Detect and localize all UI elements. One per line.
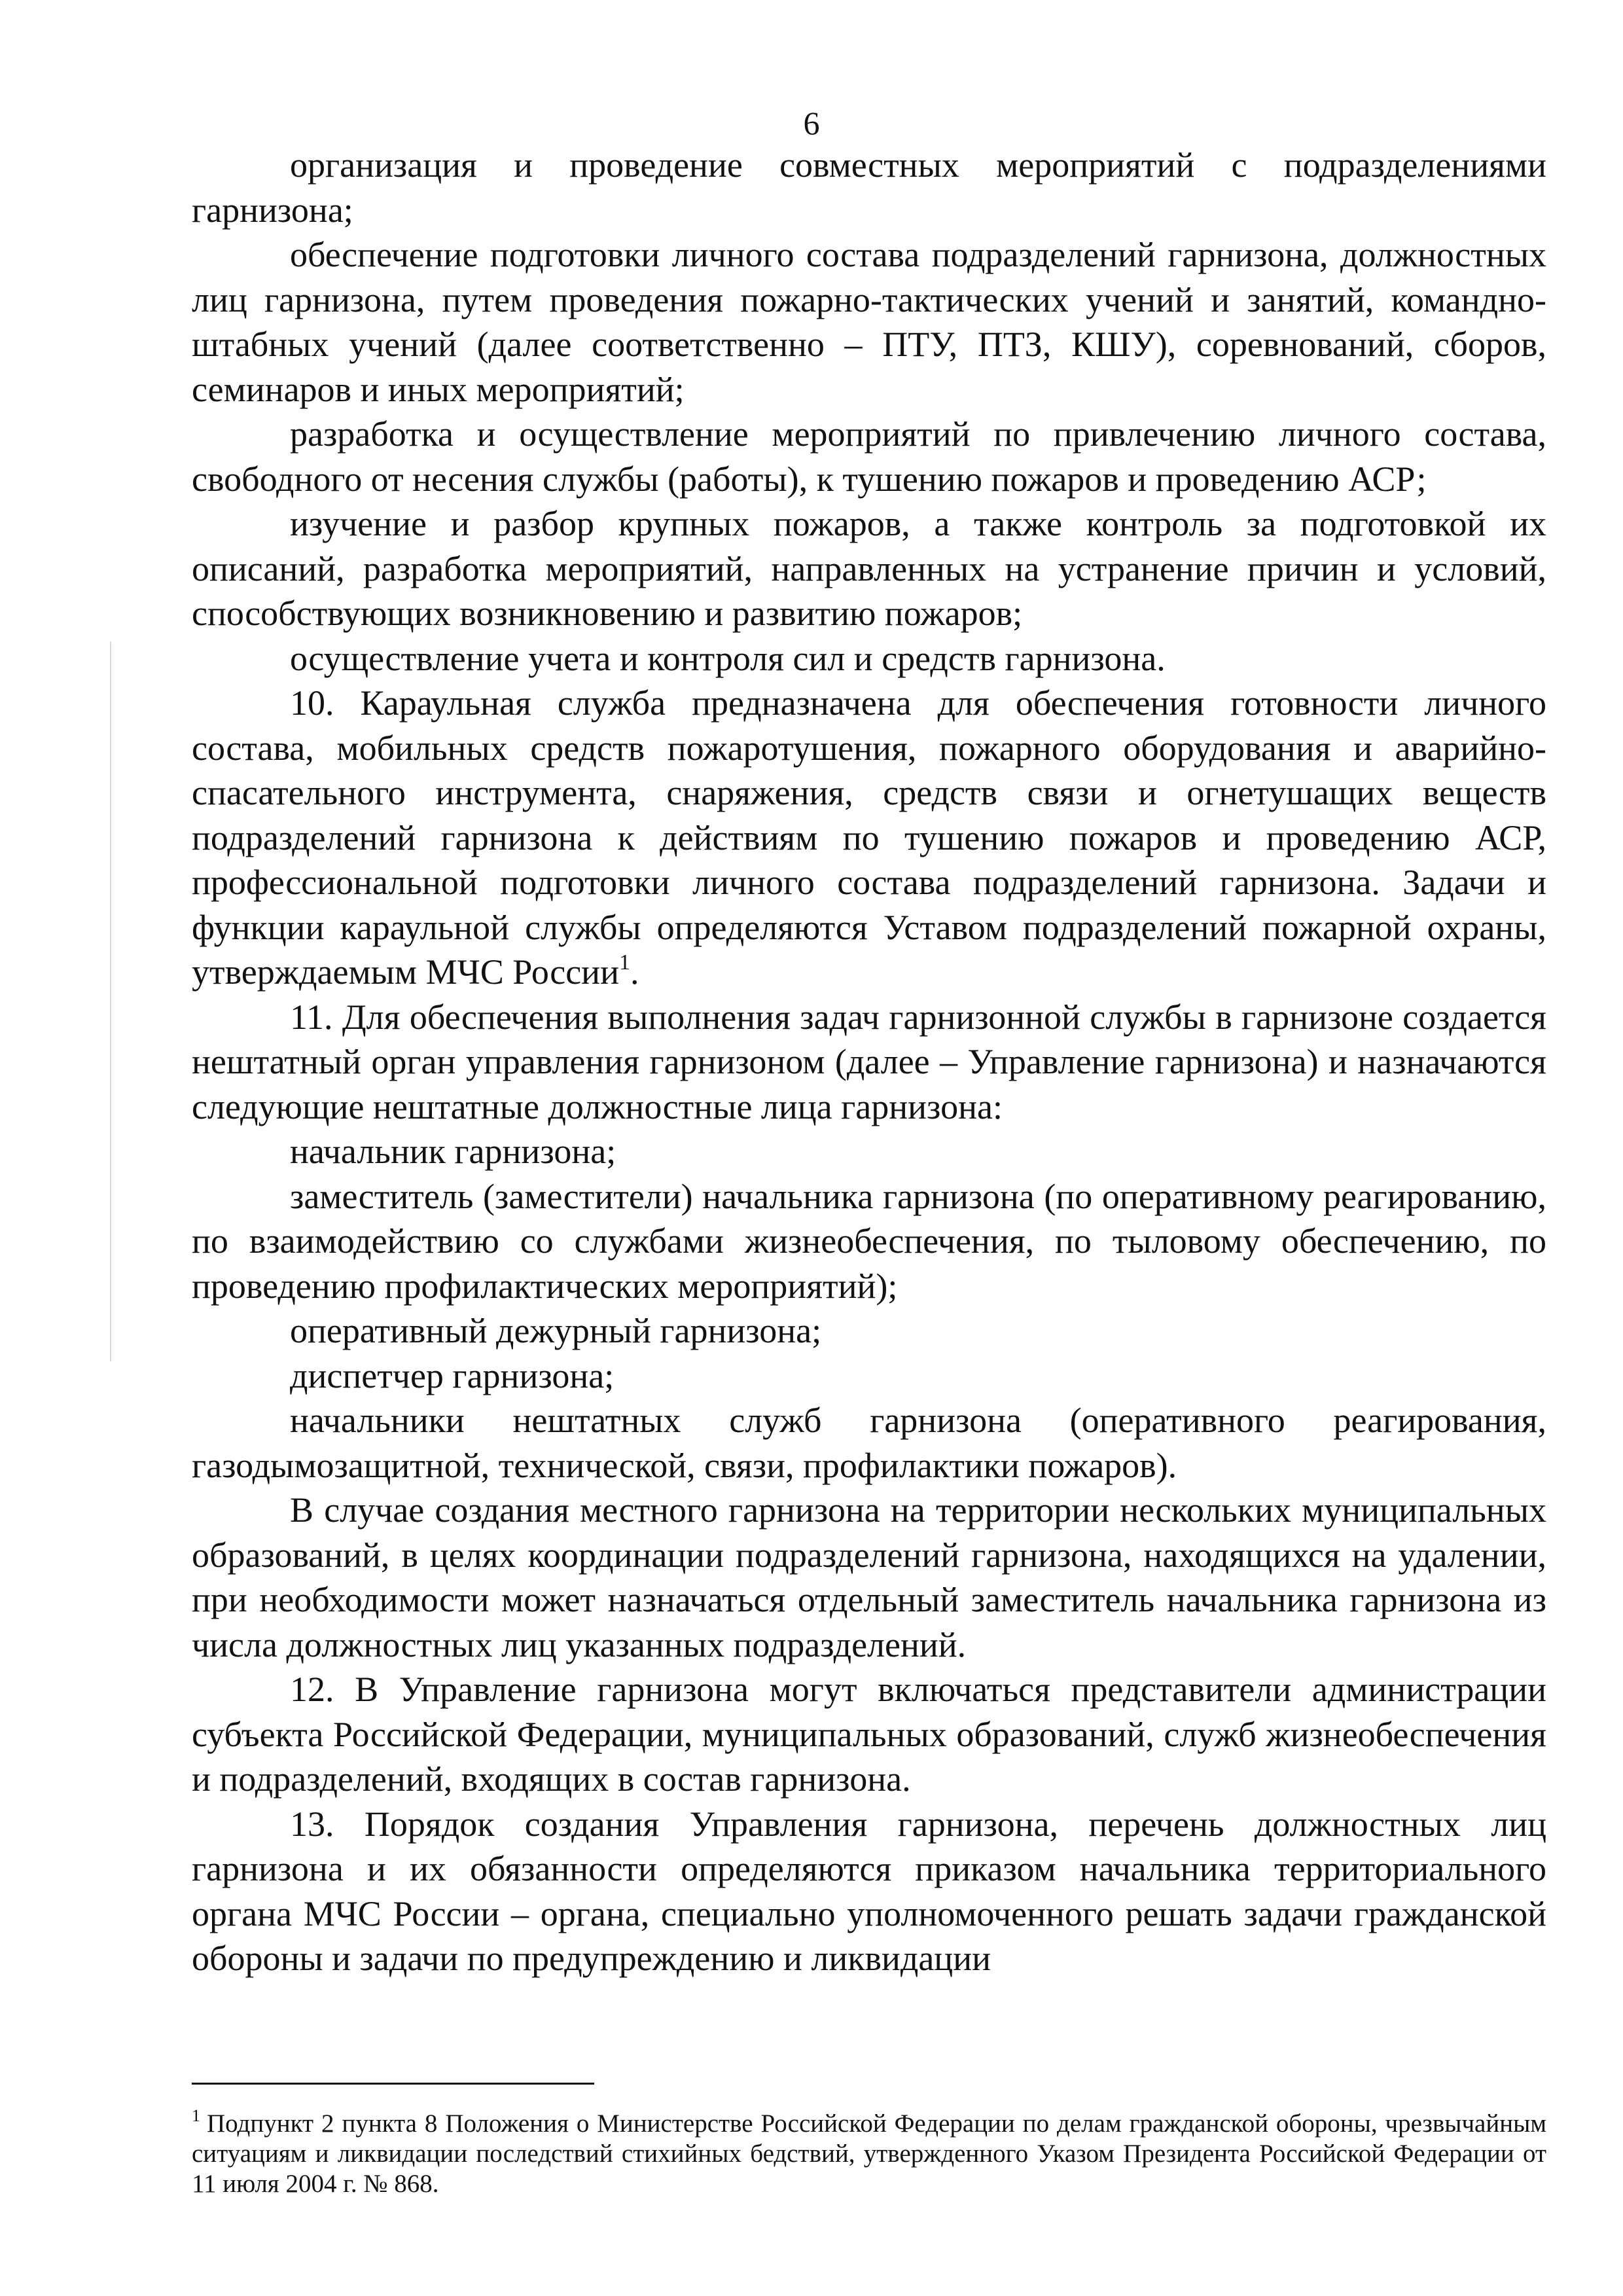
paragraph-text: осуществление учета и контроля сил и средств гарнизона. bbox=[290, 638, 1166, 678]
paragraph-text: 12. В Управление гарнизона могут включаться представители администрации субъекта Российской Федерации, муниципальных образований, служб жизнеобеспечения и подразделений, входящих в состав гарнизона. bbox=[192, 1670, 1546, 1799]
paragraph bbox=[192, 1488, 1546, 1667]
paragraph bbox=[192, 1129, 1546, 1174]
paragraph bbox=[192, 501, 1546, 636]
paragraph bbox=[192, 232, 1546, 412]
scan-binding-shadow bbox=[110, 641, 111, 1361]
body-text bbox=[192, 143, 1546, 1981]
paragraph-text: оперативный дежурный гарнизона; bbox=[290, 1311, 822, 1350]
page-number: 6 bbox=[803, 105, 820, 141]
paragraph-text: начальник гарнизона; bbox=[290, 1132, 616, 1171]
paragraph-text: 10. Караульная служба предназначена для обеспечения готовности личного состава, мобильных средств пожаротушения, пожарного оборудования и аварийно-спасательного инструмента, снаряжения, средств связи и огнетушащих веществ подразделений гарнизона к действиям по тушению пожаров и проведению АСР, профессиональной подготовки личного состава подразделений гарнизона. Задачи и функции караульной службы определяются Уставом подразделений пожарной охраны, утверждаемым МЧС России bbox=[192, 683, 1546, 992]
paragraph-text: обеспечение подготовки личного состава подразделений гарнизона, должностных лиц гарнизона, путем проведения пожарно-тактических учений и занятий, командно-штабных учений (далее соответственно – ПТУ, ПТЗ, КШУ), соревнований, сборов, семинаров и иных мероприятий; bbox=[192, 235, 1546, 409]
paragraph-text: диспетчер гарнизона; bbox=[290, 1355, 615, 1395]
footnote-divider bbox=[192, 2083, 594, 2085]
footnote-number: 1 bbox=[192, 2106, 200, 2125]
paragraph bbox=[192, 1308, 1546, 1354]
paragraph-text: разработка и осуществление мероприятий по привлечению личного состава, свободного от несения службы (работы), к тушению пожаров и проведению АСР; bbox=[192, 414, 1546, 499]
paragraph bbox=[192, 1398, 1546, 1488]
paragraph-text: 13. Порядок создания Управления гарнизона, перечень должностных лиц гарнизона и их обязанности определяются приказом начальника территориального органа МЧС России – органа, специально уполномоченного решать задачи гражданской обороны и задачи по предупреждению и ликвидации bbox=[192, 1804, 1546, 1978]
paragraph bbox=[192, 412, 1546, 501]
paragraph-text: заместитель (заместители) начальника гарнизона (по оперативному реагированию, по взаимодействию со службами жизнеобеспечения, по тыловому обеспечению, по проведению профилактических мероприятий); bbox=[192, 1176, 1546, 1306]
paragraph-text: организация и проведение совместных мероприятий с подразделениями гарнизона; bbox=[192, 145, 1546, 230]
paragraph-text: начальники нештатных служб гарнизона (оперативного реагирования, газодымозащитной, технической, связи, профилактики пожаров). bbox=[192, 1401, 1546, 1485]
paragraph bbox=[192, 636, 1546, 681]
footnote-reference: 1 bbox=[618, 950, 630, 975]
paragraph bbox=[192, 1802, 1546, 1981]
paragraph bbox=[192, 681, 1546, 995]
paragraph-text: изучение и разбор крупных пожаров, а также контроль за подготовкой их описаний, разработка мероприятий, направленных на устранение причин и условий, способствующих возникновению и развитию пожаров; bbox=[192, 504, 1546, 633]
footnote-text: Подпункт 2 пункта 8 Положения о Министерстве Российской Федерации по делам гражданской обороны, чрезвычайным ситуациям и ликвидации последствий стихийных бедствий, утвержденного Указом Президента Российской Федерации от 11 июля 2004 г. № 868. bbox=[192, 2109, 1546, 2198]
paragraph bbox=[192, 1667, 1546, 1802]
paragraph-tail: . bbox=[630, 952, 639, 992]
paragraph bbox=[192, 1354, 1546, 1399]
paragraph bbox=[192, 1174, 1546, 1309]
footnote bbox=[192, 2106, 1546, 2199]
paragraph bbox=[192, 995, 1546, 1130]
paragraph bbox=[192, 143, 1546, 232]
paragraph-text: В случае создания местного гарнизона на территории нескольких муниципальных образований, в целях координации подразделений гарнизона, находящихся на удалении, при необходимости может назначаться отдельный заместитель начальника гарнизона из числа должностных лиц указанных подразделений. bbox=[192, 1490, 1546, 1664]
paragraph-text: 11. Для обеспечения выполнения задач гарнизонной службы в гарнизоне создается нештатный орган управления гарнизоном (далее – Управление гарнизона) и назначаются следующие нештатные должностные лица гарнизона: bbox=[192, 997, 1546, 1126]
